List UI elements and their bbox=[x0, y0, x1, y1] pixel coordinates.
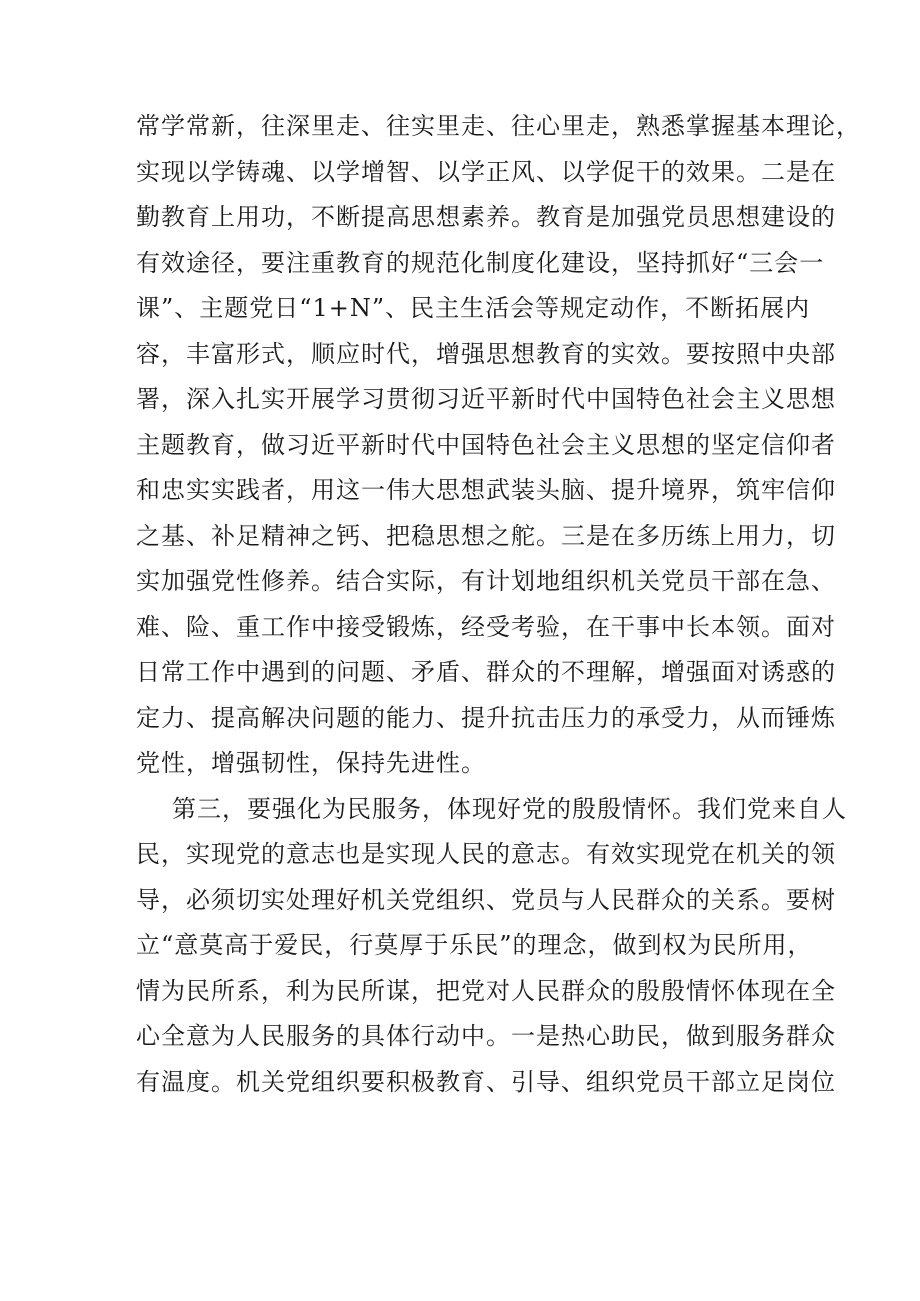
text-line: 之基、补足精神之钙、把稳思想之舵。三是在多历练上用力，切 bbox=[136, 521, 836, 550]
text-line: 第三，要强化为民服务，体现好党的殷殷情怀。我们党来自人 bbox=[172, 794, 847, 823]
paragraph-1 bbox=[136, 104, 861, 787]
text-line: 立“意莫高于爱民，行莫厚于乐民”的理念，做到权为民所用， bbox=[136, 931, 813, 959]
text-line: 日常工作中遇到的问题、矛盾、群众的不理解，增强面对诱惑的 bbox=[136, 658, 836, 686]
document-body bbox=[136, 104, 861, 1105]
text-line: 和忠实实践者，用这一伟大思想武装头脑、提升境界，筑牢信仰 bbox=[136, 476, 836, 504]
text-line: 情为民所系，利为民所谋，把党对人民群众的殷殷情怀体现在全 bbox=[136, 976, 836, 1005]
text-line: 署，深入扎实开展学习贯彻习近平新时代中国特色社会主义思想 bbox=[136, 385, 836, 413]
text-line: 容，丰富形式，顺应时代，增强思想教育的实效。要按照中央部 bbox=[136, 339, 836, 368]
text-line: 实加强党性修养。结合实际，有计划地组织机关党员干部在急、 bbox=[136, 567, 836, 595]
text-line: 民，实现党的意志也是实现人民的意志。有效实现党在机关的领 bbox=[136, 840, 836, 868]
text-line: 心全意为人民服务的具体行动中。一是热心助民，做到服务群众 bbox=[136, 1022, 836, 1050]
text-line: 有温度。机关党组织要积极教育、引导、组织党员干部立足岗位 bbox=[136, 1067, 836, 1096]
text-line: 党性，增强韧性，保持先进性。 bbox=[136, 749, 486, 777]
text-line: 实现以学铸魂、以学增智、以学正风、以学促干的效果。二是在 bbox=[136, 157, 836, 186]
paragraph-2 bbox=[136, 787, 847, 1106]
text-line: 有效途径，要注重教育的规范化制度化建设，坚持抓好“三会一 bbox=[136, 248, 825, 277]
text-line: 主题教育，做习近平新时代中国特色社会主义思想的坚定信仰者 bbox=[136, 430, 836, 459]
text-line: 导，必须切实处理好机关党组织、党员与人民群众的关系。要树 bbox=[136, 885, 836, 914]
text-line: 课”、主题党日“1+N”、民主生活会等规定动作，不断拓展内 bbox=[136, 294, 811, 322]
text-line: 常学常新，往深里走、往实里走、往心里走，熟悉掌握基本理论， bbox=[136, 112, 861, 140]
text-line: 勤教育上用功，不断提高思想素养。教育是加强党员思想建设的 bbox=[136, 203, 836, 231]
text-line: 定力、提高解决问题的能力、提升抗击压力的承受力，从而锤炼 bbox=[136, 703, 836, 732]
text-line: 难、险、重工作中接受锻炼，经受考验，在干事中长本领。面对 bbox=[136, 612, 836, 641]
